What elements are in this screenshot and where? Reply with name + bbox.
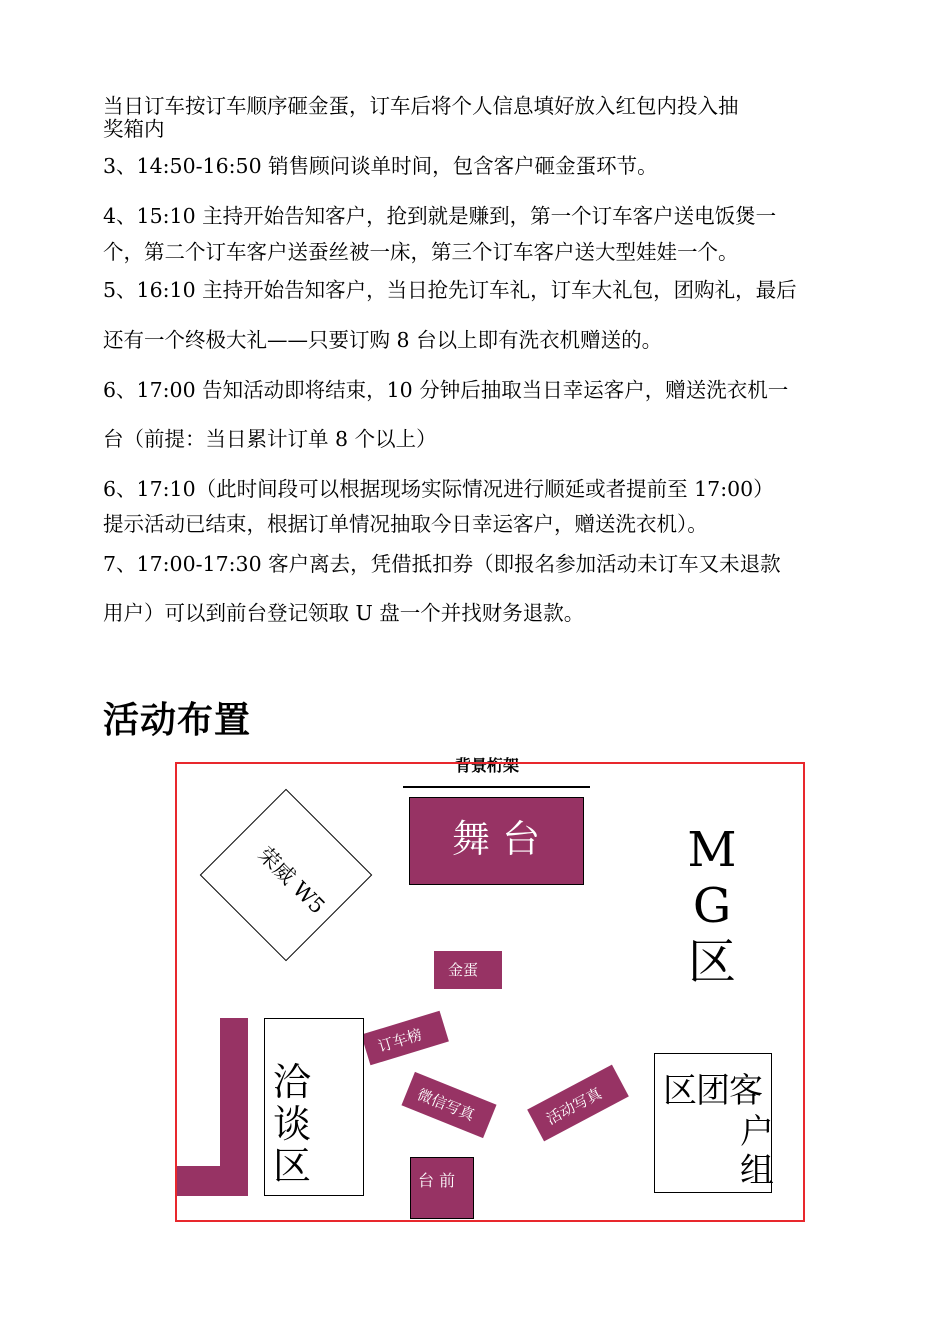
paragraph-line: 6、17:00 告知活动即将结束，10 分钟后抽取当日幸运客户，赠送洗衣机一: [103, 378, 789, 402]
stage-block: [409, 797, 584, 885]
negotiation-char: 区: [273, 1144, 312, 1188]
stage-label: 舞 台: [452, 817, 541, 861]
mg-zone-label: [683, 822, 741, 990]
negotiation-char: 谈: [273, 1102, 312, 1146]
mg-zone-char: G: [692, 878, 732, 934]
paragraph-line: 用户）可以到前台登记领取 U 盘一个并找财务退款。: [103, 601, 585, 625]
paragraph-line: 奖箱内: [103, 117, 165, 141]
negotiation-zone: [264, 1018, 364, 1196]
group-zone-label-row2: 户: [740, 1112, 774, 1152]
l-wall-horizontal: [177, 1166, 248, 1196]
paragraph-line: 5、16:10 主持开始告知客户，当日抢先订车礼，订车大礼包，团购礼，最后: [103, 278, 797, 302]
wechat-photo-label: 微信写真: [414, 1085, 478, 1125]
negotiation-char: 洽: [273, 1060, 312, 1104]
paragraph-line: 6、17:10（此时间段可以根据现场实际情况进行顺延或者提前至 17:00）: [103, 477, 774, 501]
paragraph-line: 当日订车按订车顺序砸金蛋，订车后将个人信息填好放入红包内投入抽: [103, 94, 739, 118]
paragraph-line: 提示活动已结束，根据订单情况抽取今日幸运客户，赠送洗衣机）。: [103, 512, 708, 536]
front-desk-label: 台 前: [418, 1171, 456, 1190]
front-desk-block: [410, 1157, 474, 1219]
paragraph-line: 台（前提：当日累计订单 8 个以上）: [103, 427, 437, 451]
paragraph-line: 个，第二个订车客户送蚕丝被一床，第三个订车客户送大型娃娃一个。: [103, 240, 739, 264]
golden-egg-label: 金蛋: [448, 961, 479, 979]
order-board-label: 订车榜: [375, 1025, 425, 1056]
roewe-w5-label: 荣威 W5: [253, 842, 330, 919]
golden-egg-block: [434, 951, 502, 989]
group-zone-label-row3: 组: [740, 1151, 774, 1191]
paragraph-line: 7、17:00-17:30 客户离去，凭借抵扣券（即报名参加活动未订车又未退款: [103, 552, 781, 576]
paragraph-line: 4、15:10 主持开始告知客户，抢到就是赚到，第一个订车客户送电饭煲一: [103, 204, 777, 228]
negotiation-zone-label: [273, 1061, 311, 1187]
paragraph-line: 3、14:50-16:50 销售顾问谈单时间，包含客户砸金蛋环节。: [103, 154, 658, 178]
group-zone-label-row1: 区团客: [663, 1071, 762, 1111]
mg-zone-char: 区: [687, 934, 736, 990]
backdrop-label: 背景桁架: [455, 756, 520, 775]
section-title: 活动布置: [103, 700, 252, 741]
activity-photo-label: 活动写真: [543, 1084, 605, 1129]
paragraph-line: 还有一个终极大礼——只要订购 8 台以上即有洗衣机赠送的。: [103, 328, 663, 352]
mg-zone-char: M: [687, 822, 737, 878]
